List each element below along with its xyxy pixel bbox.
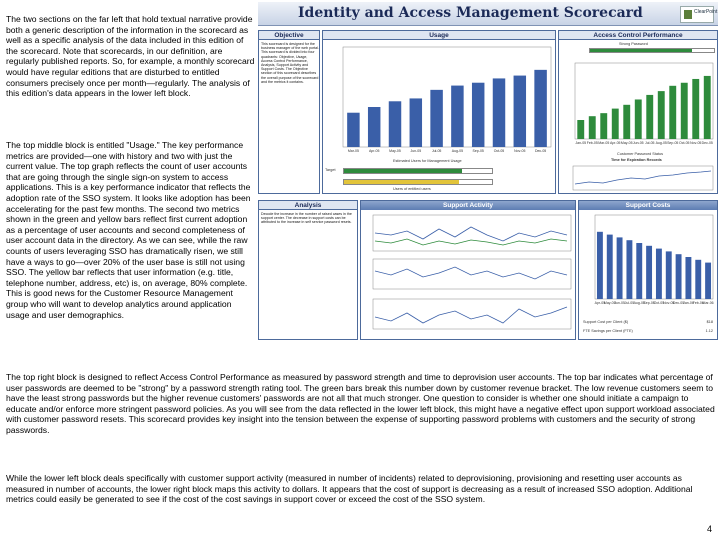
bar-Sep-05 xyxy=(669,86,676,139)
bar-May-05 xyxy=(607,235,613,299)
bar-Jan-06 xyxy=(685,257,691,299)
bar-Sep-05 xyxy=(646,246,652,299)
bar-Oct-05 xyxy=(656,249,662,299)
acp-legend: Strong Password xyxy=(619,42,648,46)
objective-panel xyxy=(258,30,320,194)
tick-label-Feb-06: Feb-06 xyxy=(692,301,704,305)
usage-caption: Estimated Users for Management Usage xyxy=(393,159,462,163)
tick-label-May-05: May-05 xyxy=(603,301,616,305)
bar-Jul-05 xyxy=(430,90,442,147)
intro-paragraph: The two sections on the far left that hold textual narrative provide both a generic description of the information in the scorecard as well as a specific analysis of the data included in this edition of the scorecard. Note that scorecards, in our definition, are regularly published reports. So, for example, a monthly scorecard would have regular editions that are disturbed to entitled consumers precisely once per month—regularly. The analysis of this edition's data appears in the lower left block. xyxy=(6,14,255,99)
cost-row-0-value: $18 xyxy=(706,320,713,324)
access-control-paragraph: The top right block is designed to reflect Access Control Performance as measured by password strength and time to deprovision user accounts. The top bar indicates what percentage of user passwords are deemed to be "strong" by a password strength rating tool. The green bars break this number down by customer revenue bracket. The low revenue customers seem to have the least strong passwords but the higher revenue customers' passwords are not all that much stronger. One question to consider is whether one should initiate a campaign to educate and/or enforce more stringent password policies. As you will see from the data reflected in the lower left block, this might have a negative effect upon support workload associated with customer password resets. This scorecard provides key insight into the tension between the expense of supporting password problems with customers and the security of strong passwords. xyxy=(6,372,715,435)
analysis-panel xyxy=(258,200,358,340)
tick-label-Aug-05: Aug-05 xyxy=(451,149,464,153)
bar-May-05 xyxy=(389,101,401,147)
cost-row-1-label: FTE Savings per Client (FTE) xyxy=(583,329,633,333)
analysis-title: Analysis xyxy=(259,201,357,210)
tick-label-Apr-05: Apr-05 xyxy=(594,301,606,305)
tick-label-Mar-05: Mar-05 xyxy=(347,149,359,153)
bar-Feb-06 xyxy=(695,260,701,299)
tick-label-Nov-05: Nov-05 xyxy=(663,301,675,305)
tick-label-Nov-05: Nov-05 xyxy=(690,141,702,145)
users-bar-fill xyxy=(344,180,459,184)
time-line-chart xyxy=(559,164,717,194)
tick-label-May-05: May-05 xyxy=(620,141,633,145)
tick-label-Jun-05: Jun-05 xyxy=(632,141,644,145)
plot-frame xyxy=(575,63,713,139)
support-paragraph: While the lower left block deals specifically with customer support activity (measured in number of incidents) related to deprovisioning, provisioning and resetting user accounts as measured in number of accounts, the lower right block maps this activity to dollars. It appears that the cost of support is decreasing as a result of increased SSO adoption. Additional metrics could easily be generated to see if the cost of the cost savings in support cover or exceed the cost of the SSO system. xyxy=(6,473,693,505)
bar-Mar-05 xyxy=(347,113,359,147)
bar-Nov-05 xyxy=(514,76,526,147)
logo-mark-icon xyxy=(684,10,692,19)
strong-password-bar xyxy=(589,48,715,53)
bar-Aug-05 xyxy=(658,91,665,139)
bar-Jun-05 xyxy=(635,99,642,139)
tick-label-Dec-05: Dec-05 xyxy=(701,141,713,145)
target-bar xyxy=(343,168,493,174)
tick-label-Dec-05: Dec-05 xyxy=(672,301,685,305)
usage-panel xyxy=(322,30,556,194)
tick-label-Aug-05: Aug-05 xyxy=(633,301,645,305)
support-activity-panel xyxy=(360,200,576,340)
users-bar-label: Users of entitled users xyxy=(393,187,431,191)
tick-label-Oct-05: Oct-05 xyxy=(493,149,505,153)
cost-row-0-label: Support Cost per Client ($) xyxy=(583,320,629,324)
tick-label-Jan-05: Jan-05 xyxy=(575,141,587,145)
bar-Nov-05 xyxy=(666,251,672,299)
tick-label-Aug-05: Aug-05 xyxy=(655,141,667,145)
objective-body: This scorecard is designed for the business manager of the web portal. This scorecard is divided into four quadrants: Objective, Usage, Access Control Performance, Analysis, Support Activity and Support Costs. The Objective section of this scorecard describes the overall purpose of the scorecard and the metrics it contains. xyxy=(261,42,319,84)
tick-label-Oct-05: Oct-05 xyxy=(653,301,665,305)
cost-row-1-value: 1.12 xyxy=(705,329,713,333)
usage-title: Usage xyxy=(323,31,555,40)
tick-label-Jun-05: Jun-05 xyxy=(410,149,422,153)
tick-label-Sep-05: Sep-05 xyxy=(472,149,484,153)
tick-label-Oct-05: Oct-05 xyxy=(678,141,690,145)
bar-Dec-05 xyxy=(704,76,711,139)
scorecard-figure xyxy=(258,2,718,344)
tick-label-Sep-05: Sep-05 xyxy=(643,301,655,305)
support-costs-panel xyxy=(578,200,718,340)
logo-text: ClearPoint xyxy=(694,9,718,15)
tick-label-Mar-06: Mar-06 xyxy=(702,301,714,305)
analysis-body: Decode the increase in the number of raised cases in the support center. The decrease in support costs can be attributed to the increase in self service password resets. xyxy=(261,212,352,225)
access-control-title: Access Control Performance xyxy=(559,31,717,40)
usage-chart xyxy=(323,41,555,159)
tick-label-Jan-06: Jan-06 xyxy=(683,301,694,305)
strong-password-fill xyxy=(590,49,692,52)
tick-label-Sep-05: Sep-05 xyxy=(667,141,679,145)
clearpoint-logo xyxy=(680,6,718,23)
bar-May-05 xyxy=(623,105,630,139)
scorecard-title: Identity and Access Management Scorecard xyxy=(298,5,643,21)
support-costs-title: Support Costs xyxy=(579,201,717,210)
tick-label-Jun-05: Jun-05 xyxy=(614,301,625,305)
bar-Dec-05 xyxy=(534,70,546,147)
page-number: 4 xyxy=(706,524,712,534)
bar-Oct-05 xyxy=(681,83,688,139)
bar-Apr-05 xyxy=(368,107,380,147)
bar-Jul-05 xyxy=(626,240,632,299)
bar-Jul-05 xyxy=(646,95,653,139)
bar-Aug-05 xyxy=(451,86,463,147)
bar-Jun-05 xyxy=(617,237,623,299)
objective-title: Objective xyxy=(259,31,319,40)
bar-Sep-05 xyxy=(472,83,484,147)
bar-Mar-06 xyxy=(705,263,711,299)
bar-Dec-05 xyxy=(676,254,682,299)
usage-paragraph: The top middle block is entitled "Usage." The key performance metrics are provided—one with history and two with just the current value. The top graph reflects the count of user accounts that are going through the single sign-on system to access applications. This is a key performance indicator that reflects the adoption rate of the SSO system. It looks like adoption has been accelerating for the past few months. The second two metrics shown in the green and yellow bars reflect first current adoption as a percentage of user accounts and second completeness of user account data in the directory. As we can see, while the raw counts of users leveraging SSO has dramatically risen, we still have a ways to go—over 20% of the user base is still not using SSO. The yellow bar reflects that user information (e.g. title, telephone number, address, etc) is, on average, 80% complete. This is good news for the Customer Resource Management group who will want to develop analytics around application usage and user demographics. xyxy=(6,140,251,320)
tick-label-Feb-05: Feb-05 xyxy=(586,141,598,145)
target-label: Target xyxy=(325,168,336,172)
plot-frame xyxy=(595,215,713,299)
users-bar xyxy=(343,179,493,185)
password-chart xyxy=(559,59,717,149)
support-activity-title: Support Activity xyxy=(361,201,575,210)
tick-label-Jul-05: Jul-05 xyxy=(431,149,442,153)
tick-label-Mar-05: Mar-05 xyxy=(598,141,610,145)
acp-caption: Customer Password Status xyxy=(617,152,664,156)
tick-label-Apr-05: Apr-05 xyxy=(609,141,621,145)
acp-time-label: Time for Expiration Records xyxy=(611,158,662,162)
bar-Nov-05 xyxy=(692,79,699,139)
tick-label-Jul-05: Jul-05 xyxy=(624,301,635,305)
bar-Jan-05 xyxy=(577,120,584,139)
bar-Apr-05 xyxy=(597,232,603,299)
access-control-panel xyxy=(558,30,718,194)
tick-label-May-05: May-05 xyxy=(389,149,401,153)
tick-label-Apr-05: Apr-05 xyxy=(368,149,380,153)
bar-Aug-05 xyxy=(636,243,642,299)
support-activity-charts xyxy=(361,211,575,339)
bar-Feb-05 xyxy=(589,116,596,139)
bar-Jun-05 xyxy=(410,98,422,147)
bar-Apr-05 xyxy=(612,109,619,139)
bar-Mar-05 xyxy=(600,113,607,139)
support-costs-chart xyxy=(579,211,717,311)
bar-Oct-05 xyxy=(493,78,505,147)
tick-label-Dec-05: Dec-05 xyxy=(534,149,547,153)
tick-label-Nov-05: Nov-05 xyxy=(514,149,526,153)
tick-label-Jul-05: Jul-05 xyxy=(644,141,655,145)
scorecard-header xyxy=(258,2,718,26)
target-bar-fill xyxy=(344,169,462,173)
